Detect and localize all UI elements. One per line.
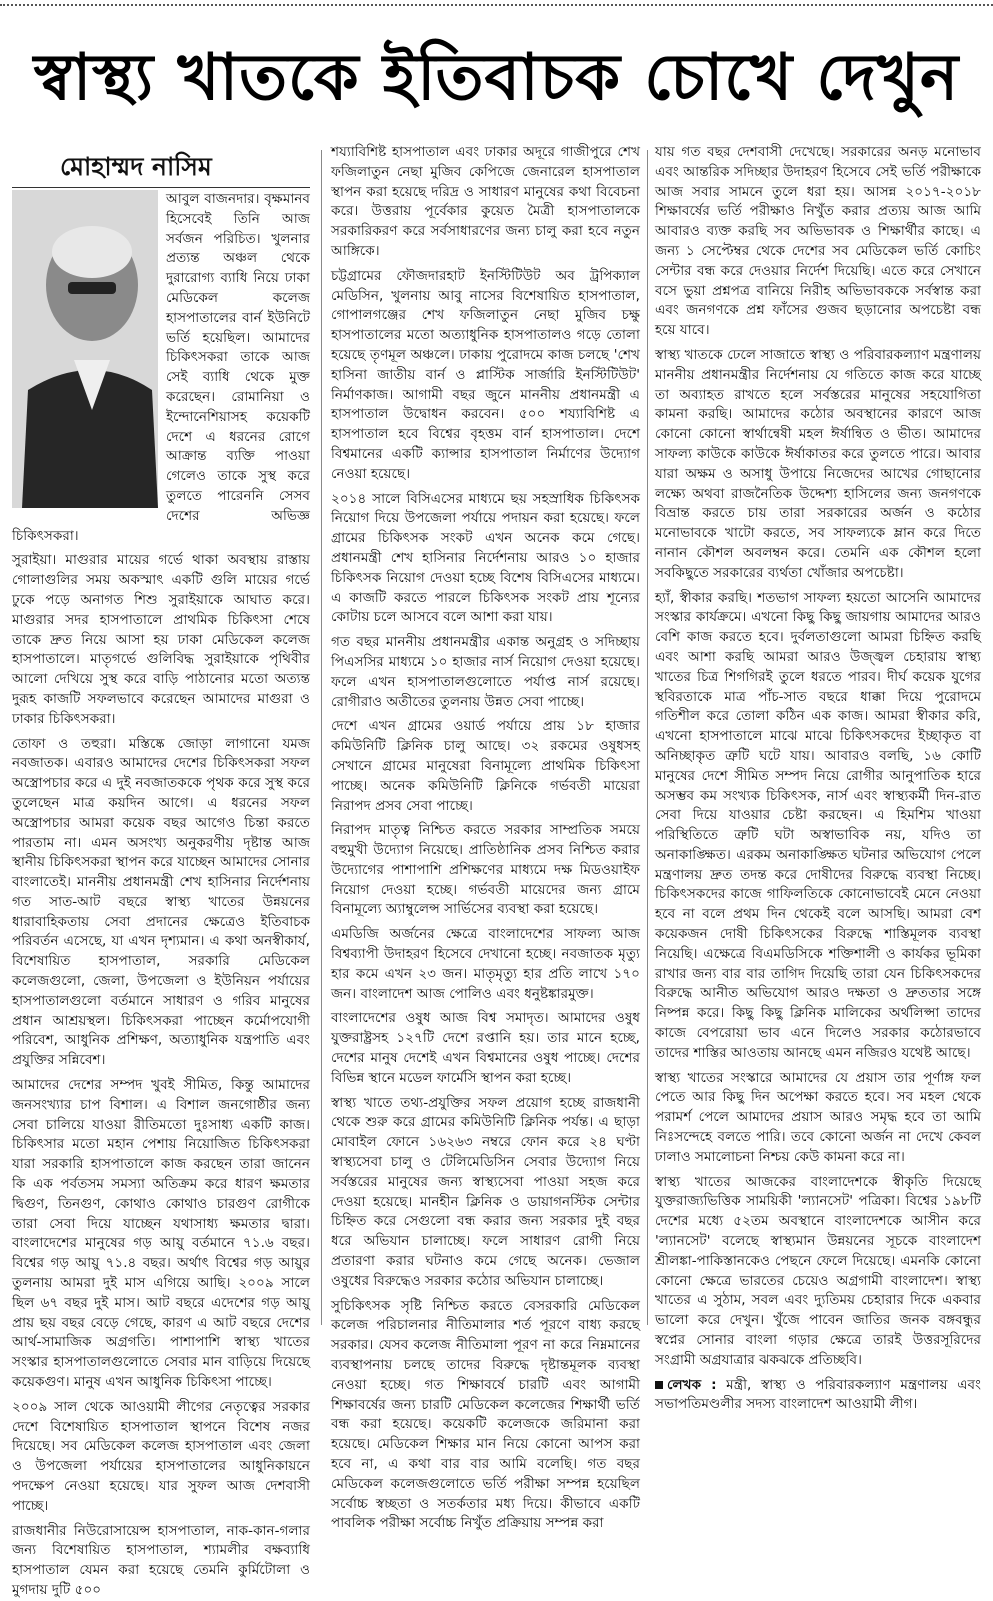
paragraph: বাংলাদেশের ওষুধ আজ বিশ্ব সমাদৃত। আমাদের ওষুধ যুক্তরাষ্ট্রসহ ১২৭টি দেশে রপ্তানি হয়। তার মানে হচ্ছে, দেশের মানুষ দেশেই এখন বিশ্বমানের ওষুধ পাচ্ছে। দেশের বিভিন্ন স্থানে মডেল ফার্মেসি স্থাপন করা হচ্ছে। [331, 1010, 640, 1086]
paragraph: দেশে এখন গ্রামের ওয়ার্ড পর্যায়ে প্রায় ১৮ হাজার কমিউনিটি ক্লিনিক চালু আছে। ৩২ রকমের ওষুধসহ সেখানে গ্রামের মানুষেরা বিনামূল্যে প্রাথমিক চিকিৎসা পাচ্ছে। অনেক কমিউনিটি ক্লিনিকে গর্ভবতী মায়েরা নিরাপদ প্রসব সেবা পাচ্ছে। [331, 718, 640, 814]
paragraph: ২০১৪ সালে বিসিএসের মাধ্যমে ছয় সহস্রাধিক চিকিৎসক নিয়োগ দিয়ে উপজেলা পর্যায়ে পদায়ন করা হয়েছে। ফলে গ্রামের চিকিৎসক সংকট এখন অনেক কমে গেছে। প্রধানমন্ত্রী শেখ হাসিনার নির্দেশনায় আরও ১০ হাজার চিকিৎসক নিয়োগ দেওয়া হচ্ছে বিশেষ বিসিএসের মাধ্যমে। এ কাজটি করতে পারলে চিকিৎসক সংকট প্রায় শূন্যের কোটায় চলে আসবে বলে আশা করা যায়। [331, 490, 640, 626]
paragraph: স্বাস্থ্য খাতকে ঢেলে সাজাতে স্বাস্থ্য ও পরিবারকল্যাণ মন্ত্রণালয় মাননীয় প্রধানমন্ত্রীর নির্দেশনায় যে গতিতে কাজ করে যাচ্ছে তা অব্যাহত রাখতে হলে সর্বস্তরের মানুষের সহযোগিতা কামনা করছি। আমাদের কঠোর অবস্থানের কারণে আজ কোনো কোনো স্বার্থান্বেষী মহল ঈর্ষান্বিত ও ভীত। আমাদের সাফল্য কাউকে কাউকে ঈর্ষাকাতর করে তুলতে পারে। আবার যারা অক্ষম ও অসাধু উপায়ে নিজেদের আখের গোছানোর লক্ষ্যে অথবা রাজনৈতিক উদ্দেশ্য হাসিলের জন্য জনগণকে বিভ্রান্ত করতে চায় তারা সরকারের অর্জন ও কঠোর মনোভাবকে খাটো করতে, সব সাফল্যকে ম্লান করে দিতে নানান কৌশল অবলম্বন করে। তেমনি এক কৌশল হলো সবকিছুতে সরকারের ব্যর্থতা খোঁজার অপচেষ্টা। [655, 346, 981, 581]
headline: স্বাস্থ্য খাতকে ইতিবাচক চোখে দেখুন [33, 40, 960, 115]
paragraph: এমডিজি অর্জনের ক্ষেত্রে বাংলাদেশের সাফল্য আজ বিশ্বব্যাপী উদাহরণ হিসেবে দেখানো হচ্ছে। নবজাতক মৃত্যু হার কমে এখন ২৩ জন। মাতৃমৃত্যু হার প্রতি লাখে ১৭০ জন। বাংলাদেশ আজ পোলিও এবং ধনুষ্টঙ্কারমুক্ত। [331, 926, 640, 1002]
paragraph: স্বাস্থ্য খাতে তথ্য-প্রযুক্তির সফল প্রয়োগ হচ্ছে রাজধানী থেকে শুরু করে গ্রামের কমিউনিটি ক্লিনিক পর্যন্ত। এ ছাড়া মোবাইল ফোনে ১৬২৬৩ নম্বরে ফোন করে ২৪ ঘণ্টা স্বাস্থ্যসেবা চালু ও টেলিমেডিসিন সেবার উদ্যোগ নিয়ে সর্বস্তরের মানুষের জন্য স্বাস্থ্যসেবা পাওয়া সহজ করে দেওয়া হয়েছে। মানহীন ক্লিনিক ও ডায়াগনস্টিক সেন্টার চিহ্নিত করে সেগুলো বন্ধ করার জন্য সরকার দুই বছর ধরে অভিযান চালাচ্ছে। ফলে সাধারণ রোগী নিয়ে প্রতারণা করার ঘটনাও কমে গেছে অনেক। ভেজাল ওষুধের বিরুদ্ধেও সরকার কঠোর অভিযান চালাচ্ছে। [331, 1094, 640, 1289]
top-dotted-rule [0, 4, 993, 6]
paragraph: স্বাস্থ্য খাতের সংস্কারে আমাদের যে প্রয়াস তার পূর্ণাঙ্গ ফল পেতে আর কিছু দিন অপেক্ষা করতে হবে। সব মহল থেকে পরামর্শ পেলে আমাদের প্রয়াস আরও সমৃদ্ধ হবে তা আমি নিঃসন্দেহে বলতে পারি। তবে কোনো অর্জন না দেখে কেবল ঢালাও সমালোচনা নিশ্চয় কেউ কামনা করে না। [655, 1069, 981, 1165]
paragraph: আমাদের দেশের সম্পদ খুবই সীমিত, কিন্তু আমাদের জনসংখ্যার চাপ বিশাল। এ বিশাল জনগোষ্ঠীর জন্য সেবা চালিয়ে যাওয়া রীতিমতো দুঃসাধ্য একটি কাজ। চিকিৎসার মতো মহান পেশায় নিয়োজিত চিকিৎসকরা যারা সরকারি হাসপাতালে কাজ করছেন তারা জানেন কি এক পর্বতসম সমস্যা অতিক্রম করে ধারণ ক্ষমতার দ্বিগুণ, তিনগুণ, কোথাও কোথাও চারগুণ রোগীকে তারা সেবা দিয়ে যাচ্ছেন যথাসাধ্য ক্ষমতার দ্বারা। বাংলাদেশের মানুষের গড় আয়ু বর্তমানে ৭১.৬ বছর। বিশ্বের গড় আয়ু ৭১.৪ বছর। অর্থাৎ বিশ্বের গড় আয়ুর তুলনায় আমরা দুই মাস এগিয়ে আছি। ২০০৯ সালে ছিল ৬৭ বছর দুই মাস। আট বছরে এদেশের গড় আয়ু প্রায় ছয় বছর বেড়ে গেছে, কারণ এ আট বছরে দেশের আর্থ-সামাজিক অগ্রগতি। পাশাপাশি স্বাস্থ্য খাতের সংস্কার হাসপাতালগুলোতে সেবার মান বাড়িয়ে দিয়েছে কয়েকগুণ। মানুষ এখন আধুনিক চিকিৎসা পাচ্ছে। [12, 1077, 310, 1391]
paragraph: নিরাপদ মাতৃত্ব নিশ্চিত করতে সরকার সাম্প্রতিক সময়ে বহুমুখী উদ্যোগ নিয়েছে। প্রাতিষ্ঠানিক প্রসব নিশ্চিত করার উদ্যোগের পাশাপাশি প্রশিক্ষণের মাধ্যমে দক্ষ মিডওয়াইফ নিয়োগ দেওয়া হচ্ছে। গর্ভবতী মায়েদের জন্য গ্রামে বিনামূল্যে অ্যাম্বুলেন্স সার্ভিসের ব্যবস্থা করা হয়েছে। [331, 822, 640, 918]
paragraph: সুচিকিৎসক সৃষ্টি নিশ্চিত করতে বেসরকারি মেডিকেল কলেজ পরিচালনার নীতিমালার শর্ত পূরণে বাধ্য করছে সরকার। যেসব কলেজ নীতিমালা পূরণ না করে নিম্নমানের ব্যবস্থাপনায় চলছে তাদের বিরুদ্ধে দৃষ্টান্তমূলক ব্যবস্থা নেওয়া হচ্ছে। গত শিক্ষাবর্ষে চারটি এবং আগামী শিক্ষাবর্ষের জন্য চারটি মেডিকেল কলেজের শিক্ষার্থী ভর্তি বন্ধ করা হয়েছে। কয়েকটি কলেজকে জরিমানা করা হয়েছে। মেডিকেল শিক্ষার মান নিয়ে কোনো আপস করা হবে না, এ কথা বার বার আমি বলেছি। গত বছর মেডিকেল কলেজগুলোতে ভর্তি পরীক্ষা সম্পন্ন হয়েছিল সর্বোচ্চ স্বচ্ছতা ও সতর্কতার মধ্য দিয়ে। কীভাবে একটি পাবলিক পরীক্ষা সর্বোচ্চ নিখুঁত প্রক্রিয়ায় সম্পন্ন করা [331, 1297, 640, 1532]
byline: মোহাম্মদ নাসিম [60, 152, 212, 181]
article-column-1 [12, 190, 310, 1598]
paragraph: যায় গত বছর দেশবাসী দেখেছে। সরকারের অনড় মনোভাব এবং আন্তরিক সদিচ্ছার উদাহরণ হিসেবে সেই ভর্তি পরীক্ষাকে আজ সবার সামনে তুলে ধরা হয়। আসন্ন ২০১৭-২০১৮ শিক্ষাবর্ষের ভর্তি পরীক্ষাও নিখুঁত করার প্রত্যয় আজ আমি আবারও ব্যক্ত করছি সব অভিভাবক ও শিক্ষার্থীর কাছে। এ জন্য ১ সেপ্টেম্বর থেকে দেশের সব মেডিকেল ভর্তি কোচিং সেন্টার বন্ধ করে দেওয়ার নির্দেশ দিয়েছি। এতে করে সেখানে বসে ভুয়া প্রশ্নপত্র বানিয়ে নিরীহ অভিভাবককে সর্বস্বান্ত করা এবং জনগণকে প্রশ্ন ফাঁসের গুজব ছড়ানোর অপচেষ্টা বন্ধ হয়ে যাবে। [655, 144, 981, 339]
author-note-label: লেখক : [667, 1376, 717, 1393]
paragraph: শয্যাবিশিষ্ট হাসপাতাল এবং ঢাকার অদূরে গাজীপুরে শেখ ফজিলাতুন নেছা মুজিব কেপিজে জেনারেল হাসপাতাল স্থাপন করা হয়েছে দরিদ্র ও সাধারণ মানুষের কথা বিবেচনা করে। উত্তরায় পূর্বেকার কুয়েত মৈত্রী হাসপাতালকে সরকারিকরণ করে সর্বসাধারণের জন্য চালু করা হবে নতুন আঙ্গিকে। [331, 144, 640, 259]
paragraph: ২০০৯ সাল থেকে আওয়ামী লীগের নেতৃত্বের সরকার দেশে বিশেষায়িত হাসপাতাল স্থাপনে বিশেষ নজর দিয়েছে। সব মেডিকেল কলেজ হাসপাতাল এবং জেলা ও উপজেলা পর্যায়ের হাসপাতালের আধুনিকায়নে পদক্ষেপ নেওয়া হয়েছে। যার সুফল আজ দেশবাসী পাচ্ছে। [12, 1398, 310, 1514]
author-note-text: মন্ত্রী, স্বাস্থ্য ও পরিবারকল্যাণ মন্ত্রণালয় এবং সভাপতিমণ্ডলীর সদস্য বাংলাদেশ আওয়ামী লীগ। [655, 1376, 981, 1413]
author-photo [12, 190, 158, 508]
paragraph: রাজধানীর নিউরোসায়েন্স হাসপাতাল, নাক-কান-গলার জন্য বিশেষায়িত হাসপাতাল, শ্যামলীর বক্ষব্যাধি হাসপাতাল যেমন করা হয়েছে তেমনি কুর্মিটোলা ও মুগদায় দুটি ৫০০ [12, 1522, 310, 1598]
paragraph: চট্টগ্রামের ফৌজদারহাট ইনস্টিটিউট অব ট্রপিক্যাল মেডিসিন, খুলনায় আবু নাসের বিশেষায়িত হাসপাতাল, গোপালগঞ্জের শেখ ফজিলাতুন নেছা মুজিব চক্ষু হাসপাতালের মতো অত্যাধুনিক হাসপাতালও গড়ে তোলা হয়েছে তৃণমূল অঞ্চলে। ঢাকায় পুরোদমে কাজ চলছে 'শেখ হাসিনা জাতীয় বার্ন ও প্লাস্টিক সার্জারি ইনস্টিটিউট' নির্মাণকাজ। আগামী বছর জুনে মাননীয় প্রধানমন্ত্রী এ হাসপাতাল উদ্বোধন করবেন। ৫০০ শয্যাবিশিষ্ট এ হাসপাতাল হবে বিশ্বের বৃহত্তম বার্ন হাসপাতাল। দেশে বিশ্বমানের একটি ক্যান্সার হাসপাতাল নির্মাণের উদ্যোগ নেওয়া হয়েছে। [331, 267, 640, 482]
article-column-3 [655, 143, 981, 1413]
paragraph: স্বাস্থ্য খাতের আজকের বাংলাদেশকে স্বীকৃতি দিয়েছে যুক্তরাজ্যভিত্তিক সাময়িকী 'ল্যানসেট' পত্রিকা। বিশ্বের ১৯৮টি দেশের মধ্যে ৫২তম অবস্থানে বাংলাদেশকে আসীন করে 'ল্যানসেট' বলেছে স্বাস্থ্যমান উন্নয়নের সূচকে বাংলাদেশ শ্রীলঙ্কা-পাকিস্তানকেও পেছনে ফেলে দিয়েছে। এমনকি কোনো কোনো ক্ষেত্রে ভারতের চেয়েও অগ্রগামী বাংলাদেশ। স্বাস্থ্য খাতের এ সুঠাম, সবল এবং দ্যুতিময় চেহারার দিকে একবার ভালো করে দেখুন। খুঁজে পাবেন জাতির জনক বঙ্গবন্ধুর স্বপ্নের সোনার বাংলা গড়ার ক্ষেত্রে তারই উত্তরসূরিদের সংগ্রামী অগ্রযাত্রার ঝকঝকে প্রতিচ্ছবি। [655, 1173, 981, 1368]
paragraph: হ্যাঁ, স্বীকার করছি। শতভাগ সাফল্য হয়তো আসেনি আমাদের সংস্কার কার্যক্রমে। এখনো কিছু কিছু জায়গায় আমাদের আরও বেশি কাজ করতে হবে। দুর্বলতাগুলো আমরা চিহ্নিত করছি এবং আশা করছি আমরা আরও উজ্জ্বল চেহারায় স্বাস্থ্য খাতের চিত্র শিগগিরই তুলে ধরতে পারব। দীর্ঘ কয়েক যুগের স্থবিরতাকে মাত্র পাঁচ-সাত বছরে ধাক্কা দিয়ে পুরোদমে গতিশীল করে তোলা কঠিন এক কাজ। আমরা স্বীকার করি, এখনো হাসপাতালে মাঝে মাঝে চিকিৎসকদের ইচ্ছাকৃত বা অনিচ্ছাকৃত ত্রুটি ঘটে যায়। আবারও বলছি, ১৬ কোটি মানুষের দেশে সীমিত সম্পদ নিয়ে রোগীর আনুপাতিক হারে অসম্ভব কম সংখ্যক চিকিৎসক, নার্স এবং স্বাস্থ্যকর্মী দিন-রাত সেবা দিয়ে যাওয়ার চেষ্টা করছেন। এ হিমশিম খাওয়া পরিস্থিতিতে ত্রুটি ঘটা অস্বাভাবিক নয়, যদিও তা অনাকাঙ্ক্ষিত। এরকম অনাকাঙ্ক্ষিত ঘটনার অভিযোগ পেলে মন্ত্রণালয় দ্রুত তদন্ত করে দোষীদের বিরুদ্ধে ব্যবস্থা নিচ্ছে। চিকিৎসকদের কাজে গাফিলতিকে কোনোভাবেই মেনে নেওয়া হবে না বলে প্রথম দিন থেকেই বলে আসছি। আমরা বেশ কয়েকজন দোষী চিকিৎসকের বিরুদ্ধে শাস্তিমূলক ব্যবস্থা নিয়েছি। এক্ষেত্রে বিএমডিসিকে শক্তিশালী ও কার্যকর ভূমিকা রাখার জন্য বার বার তাগিদ দিয়েছি তারা যেন চিকিৎসকদের বিরুদ্ধে আনীত অভিযোগ আরও দক্ষতা ও দ্রুততার সঙ্গে নিষ্পন্ন করে। কিছু কিছু ক্লিনিক মালিকের অর্থলিপ্সা তাদের কাজে বেপরোয়া ভাব এনে দিলেও সরকার কঠোরভাবে তাদের শাস্তির আওতায় আনছে এমন নজিরও যথেষ্ট আছে। [655, 589, 981, 1061]
article-column-2 [331, 143, 640, 1532]
paragraph: আবুল বাজনদার। বৃক্ষমানব হিসেবেই তিনি আজ সর্বজন পরিচিত। খুলনার প্রত্যন্ত অঞ্চল থেকে দুরারোগ্য ব্যাধি নিয়ে ঢাকা মেডিকেল কলেজ হাসপাতালের বার্ন ইউনিটে ভর্তি হয়েছিল। আমাদের চিকিৎসকরা তাকে আজ সেই ব্যাধি থেকে মুক্ত করেছেন। রোমানিয়া ও ইন্দোনেশিয়াসহ কয়েকটি দেশে এ ধরনের রোগে আক্রান্ত ব্যক্তি পাওয়া গেলেও তাকে সুস্থ করে তুলতে পারেননি সেসব দেশের অভিজ্ঞ চিকিৎসকরা। [12, 191, 310, 544]
byline-divider [12, 187, 310, 188]
column-divider [321, 150, 322, 1325]
paragraph: সুরাইয়া। মাগুরার মায়ের গর্ভে থাকা অবস্থায় রাস্তায় গোলাগুলির সময় অকস্মাৎ একটি গুলি মায়ের গর্ভে ঢুকে পড়ে অনাগত শিশু সুরাইয়াকে আঘাত করে। মাগুরার সদর হাসপাতালে প্রাথমিক চিকিৎসা শেষে তাকে দ্রুত নিয়ে আসা হয় ঢাকা মেডিকেল কলেজ হাসপাতালে। মাতৃগর্ভে গুলিবিদ্ধ সুরাইয়াকে পৃথিবীর আলো দেখিয়ে সুস্থ করে বাড়ি পাঠানোর মতো অত্যন্ত দুরূহ কাজটি সফলভাবে করেছেন আমাদের মাগুরা ও ঢাকার চিকিৎসকরা। [12, 552, 310, 727]
paragraph: গত বছর মাননীয় প্রধানমন্ত্রীর একান্ত অনুগ্রহ ও সদিচ্ছায় পিএসসির মাধ্যমে ১০ হাজার নার্স নিয়োগ দেওয়া হয়েছে। ফলে এখন হাসপাতালগুলোতে পর্যাপ্ত নার্স রয়েছে। রোগীরাও অতীতের তুলনায় উন্নত সেবা পাচ্ছে। [331, 634, 640, 710]
portrait-photo-icon [12, 190, 158, 508]
paragraph: তোফা ও তহুরা। মস্তিষ্কে জোড়া লাগানো যমজ নবজাতক। এবারও আমাদের দেশের চিকিৎসকরা সফল অস্ত্রোপচার করে এ দুই নবজাতককে পৃথক করে সুস্থ করে তুলেছেন মাত্র কয়দিন আগে। এ ধরনের সফল অস্ত্রোপচার আমরা কয়েক বছর আগেও চিন্তা করতে পারতাম না। এমন অসংখ্য অনুকরণীয় দৃষ্টান্ত আজ স্থানীয় চিকিৎসকরা স্থাপন করে যাচ্ছেন আমাদের সোনার বাংলাতেই। মাননীয় প্রধানমন্ত্রী শেখ হাসিনার নির্দেশনায় গত সাত-আট বছরে স্বাস্থ্য খাতের উন্নয়নের ধারাবাহিকতায় সেবা প্রদানের ক্ষেত্রেও ইতিবাচক পরিবর্তন এসেছে, যা এখন দৃশ্যমান। এ কথা অনস্বীকার্য, বিশেষায়িত হাসপাতাল, সরকারি মেডিকেল কলেজগুলো, জেলা, উপজেলা ও ইউনিয়ন পর্যায়ের হাসপাতালগুলো বর্তমানে সাধারণ ও গরিব মানুষের প্রধান আশ্রয়স্থল। চিকিৎসকরা পাচ্ছেন কর্মোপযোগী পরিবেশ, আধুনিক প্রশিক্ষণ, অত্যাধুনিক যন্ত্রপাতি এবং প্রযুক্তির সন্নিবেশ। [12, 735, 310, 1069]
column-divider [647, 150, 648, 1325]
author-note [655, 1376, 981, 1416]
bullet-square-icon [655, 1381, 663, 1389]
